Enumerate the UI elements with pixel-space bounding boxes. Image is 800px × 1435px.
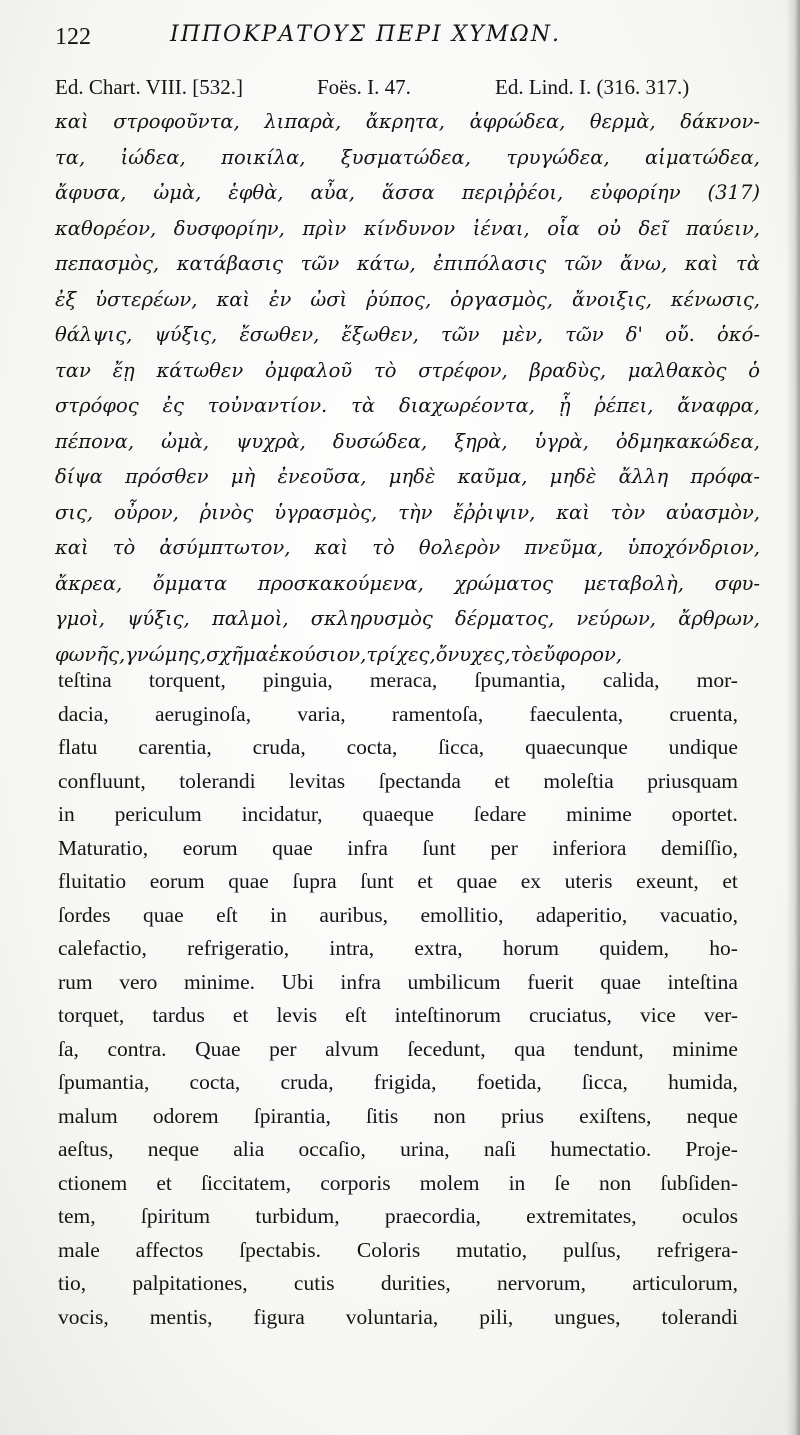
latin-text-line: tio, palpitationes, cutis durities, nervorum, articulorum,	[58, 1271, 738, 1295]
latin-text-line: confluunt, tolerandi levitas ſpectanda et moleſtia priusquam	[58, 768, 738, 793]
latin-text-line: rum vero minime. Ubi infra umbilicum fuerit quae inteſtina	[58, 969, 738, 994]
latin-text-line: torquet, tardus et levis eſt inteſtinorum cruciatus, vice ver-	[58, 1003, 738, 1027]
latin-text-line: ſordes quae eſt in auribus, emollitio, adaperitio, vacuatio,	[58, 902, 738, 927]
page-edge-shadow	[786, 0, 800, 1435]
edition-lind-ref: Ed. Lind. I. (316. 317.)	[495, 75, 690, 99]
greek-text-line: ἐξ ὑστερέων, καὶ ἐν ὠσὶ ῥύπος, ὀργασμὸς, ἄνοιξις, κένωσις,	[55, 287, 760, 311]
greek-text-line: καὶ τὸ ἀσύμπτωτον, καὶ τὸ θολερὸν πνεῦμα, ὑποχόνδριον,	[55, 536, 760, 559]
greek-text-line: γμοὶ, ψύξις, παλμοὶ, σκληρυσμὸς δέρματος, νεύρων, ἄρθρων,	[55, 607, 760, 630]
greek-text-line: πέπονα, ὠμὰ, ψυχρὰ, δυσώδεα, ξηρὰ, ὑγρὰ, ὀδμηκακώδεα,	[55, 429, 760, 453]
greek-text-line: καὶ στροφοῦντα, λιπαρὰ, ἄκρητα, ἀφρώδεα, θερμὰ, δάκνον-	[55, 110, 760, 133]
edition-chart-ref: Ed. Chart. VIII. [532.]	[55, 75, 243, 99]
latin-text-line: fluitatio eorum quae ſupra ſunt et quae ex uteris exeunt, et	[58, 869, 738, 893]
greek-text-line: καθορέον, δυσφορίην, πρὶν κίνδυνον ἰέναι, οἷα οὐ δεῖ παύειν,	[55, 216, 760, 240]
greek-text-line: πεπασμὸς, κατάβασις τῶν κάτω, ἐπιπόλασις τῶν ἄνω, καὶ τὰ	[55, 252, 760, 275]
latin-text-line: in periculum incidatur, quaeque ſedare minime oportet.	[58, 802, 738, 826]
latin-text-line: teſtina torquent, pinguia, meraca, ſpumantia, calida, mor-	[58, 668, 738, 692]
greek-text-line: σις, οὖρον, ῥινὸς ὑγρασμὸς, τὴν ἔῤῥιψιν, καὶ τὸν αὐασμὸν,	[55, 500, 760, 524]
greek-text-line: φωνῆς, γνώμης, σχῆμα ἑκούσιον, τρίχες, ὄνυχες, τὸ εὔφορον,	[55, 642, 623, 666]
latin-text-line: flatu carentia, cruda, cocta, ſicca, quaecunque undique	[58, 735, 738, 759]
page-number: 122	[55, 24, 91, 50]
latin-translation-block	[58, 664, 738, 1334]
latin-text-line: ctionem et ſiccitatem, corporis molem in ſe non ſubſiden-	[58, 1170, 738, 1195]
edition-foes-ref: Foës. I. 47.	[317, 75, 411, 99]
latin-text-line: ſpumantia, cocta, cruda, frigida, foetida, ſicca, humida,	[58, 1070, 738, 1094]
latin-text-line: male affectos ſpectabis. Coloris mutatio, pulſus, refrigera-	[58, 1237, 738, 1262]
running-title: ΙΠΠΟΚΡΑΤΟΥΣ ΠΕΡΙ ΧΥΜΩΝ.	[170, 22, 561, 47]
latin-text-line: aeſtus, neque alia occaſio, urina, naſi humectatio. Proje-	[58, 1137, 738, 1161]
edition-reference-line	[55, 75, 755, 107]
greek-text-line: ἄφυσα, ὠμὰ, ἑφθὰ, αὖα, ἅσσα περιῤῥέοι, εὐφορίην (317)	[55, 181, 760, 204]
latin-text-line: dacia, aeruginoſa, varia, ramentoſa, faeculenta, cruenta,	[58, 701, 738, 726]
latin-text-line: vocis, mentis, figura voluntaria, pili, ungues, tolerandi	[58, 1304, 738, 1329]
latin-text-line: malum odorem ſpirantia, ſitis non prius exiſtens, neque	[58, 1103, 738, 1128]
greek-text-line: στρόφος ἐς τοὐναντίον. τὰ διαχωρέοντα, ᾗ ῥέπει, ἄναφρα,	[55, 394, 760, 417]
running-head	[55, 20, 745, 60]
latin-text-line: calefactio, refrigeratio, intra, extra, horum quidem, ho-	[58, 936, 738, 960]
latin-text-line: Maturatio, eorum quae infra ſunt per inferiora demiſſio,	[58, 835, 738, 860]
greek-text-block	[55, 104, 760, 672]
greek-text-line: ἄκρεα, ὄμματα προσκακούμενα, χρώματος μεταβολὴ, σφυ-	[55, 571, 760, 595]
latin-text-line: ſa, contra. Quae per alvum ſecedunt, qua tendunt, minime	[58, 1036, 738, 1061]
greek-text-line: θάλψις, ψύξις, ἔσωθεν, ἔξωθεν, τῶν μὲν, τῶν δ' οὔ. ὁκό-	[55, 323, 760, 346]
greek-text-line: τα, ἰώδεα, ποικίλα, ξυσματώδεα, τρυγώδεα, αἱματώδεα,	[55, 145, 760, 169]
greek-text-line: δίψα πρόσθεν μὴ ἐνεοῦσα, μηδὲ καῦμα, μηδὲ ἄλλη πρόφα-	[55, 465, 760, 488]
latin-text-line: tem, ſpiritum turbidum, praecordia, extremitates, oculos	[58, 1204, 738, 1228]
greek-text-line: ταν ἔῃ κάτωθεν ὀμφαλοῦ τὸ στρέφον, βραδὺς, μαλθακὸς ὁ	[55, 358, 760, 382]
